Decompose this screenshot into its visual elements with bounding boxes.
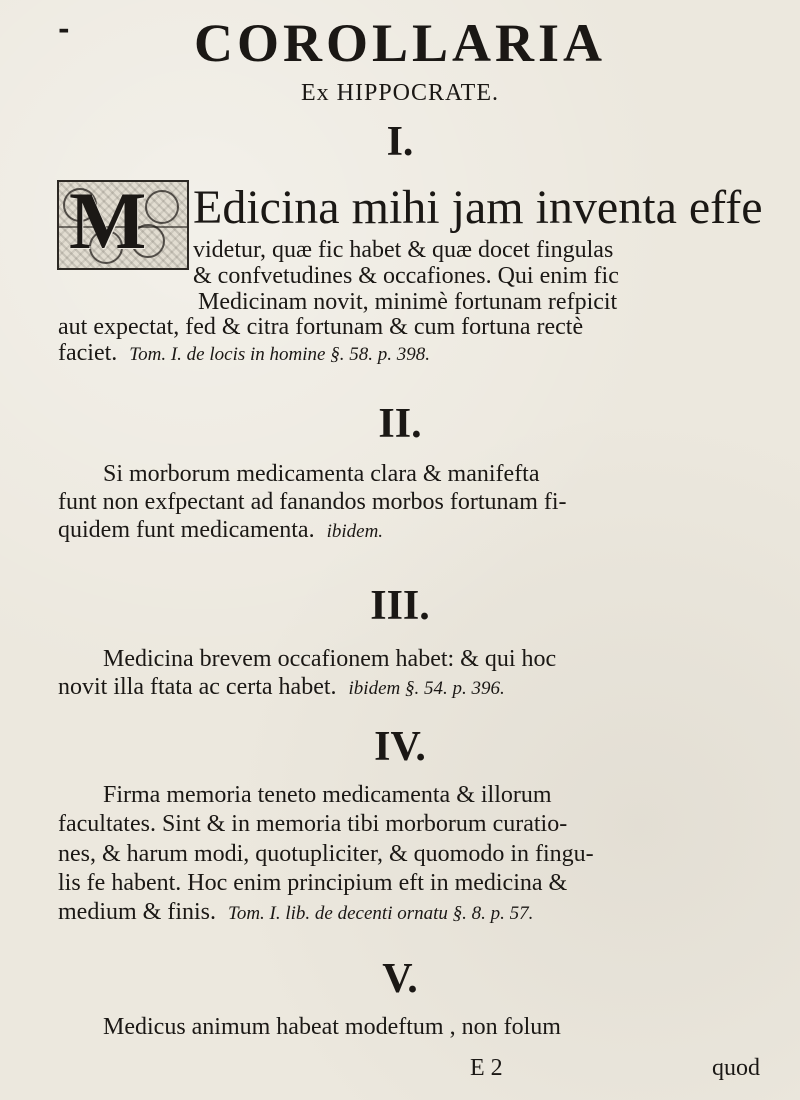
section-4-line-2: facultates. Sint & in memoria tibi morborum curatio-	[58, 811, 568, 837]
signature-mark: E 2	[470, 1055, 503, 1081]
section-4-line-3: nes, & harum modi, quotupliciter, & quomodo in fingu-	[58, 841, 594, 867]
page-subtitle: Ex HIPPOCRATE.	[300, 80, 500, 106]
section-3-line-1: Medicina brevem occafionem habet: & qui hoc	[103, 646, 557, 672]
section-1-numeral: I.	[386, 119, 414, 165]
section-1-line-1: Edicina mihi jam inventa effe	[193, 181, 763, 234]
section-2-line-1: Si morborum medicamenta clara & manifefta	[103, 461, 540, 487]
section-4-citation: Tom. I. lib. de decenti ornatu §. 8. p. 57.	[228, 903, 534, 924]
section-3-numeral: III.	[370, 583, 430, 629]
section-1-citation: Tom. I. de locis in homine §. 58. p. 398.	[129, 344, 430, 365]
decorated-initial	[57, 180, 189, 270]
catchword: quod	[712, 1055, 760, 1081]
section-1-line-6	[58, 341, 800, 366]
ornament-circle-icon	[145, 190, 179, 224]
section-3-citation: ibidem §. 54. p. 396.	[348, 678, 505, 699]
section-1-line-6-text: faciet.	[58, 340, 118, 366]
section-5-line-1: Medicus animum habeat modeftum , non folum	[103, 1014, 561, 1040]
section-4-line-5	[58, 900, 800, 925]
section-2-line-3	[58, 518, 800, 543]
section-2-citation: ibidem.	[326, 521, 384, 542]
section-3-line-2	[58, 675, 800, 700]
section-2-numeral: II.	[378, 401, 422, 447]
section-4-line-4: lis fe habent. Hoc enim principium eft in medicina &	[58, 870, 568, 896]
section-1-line-5: aut expectat, fed & citra fortunam & cum fortuna rectè	[58, 314, 584, 340]
section-4-line-5-text: medium & finis.	[58, 899, 216, 925]
section-2-line-2: funt non exfpectant ad fanandos morbos fortunam fi-	[58, 489, 567, 515]
section-5-numeral: V.	[382, 956, 418, 1002]
section-4-numeral: IV.	[374, 724, 426, 770]
section-1-line-3: & confvetudines & occafiones. Qui enim fic	[193, 263, 619, 289]
section-1-line-4: Medicinam novit, minimè fortunam refpicit	[198, 289, 618, 315]
initial-letter: M	[69, 180, 147, 266]
section-1-line-2: videtur, quæ fic habet & quæ docet fingulas	[193, 237, 614, 263]
header-mark: -	[58, 12, 70, 45]
page-title: COROLLARIA	[193, 13, 607, 73]
section-3-line-2-text: novit illa ftata ac certa habet.	[58, 674, 337, 700]
section-4-line-1: Firma memoria teneto medicamenta & illorum	[103, 782, 552, 808]
section-2-line-3-text: quidem funt medicamenta.	[58, 517, 315, 543]
